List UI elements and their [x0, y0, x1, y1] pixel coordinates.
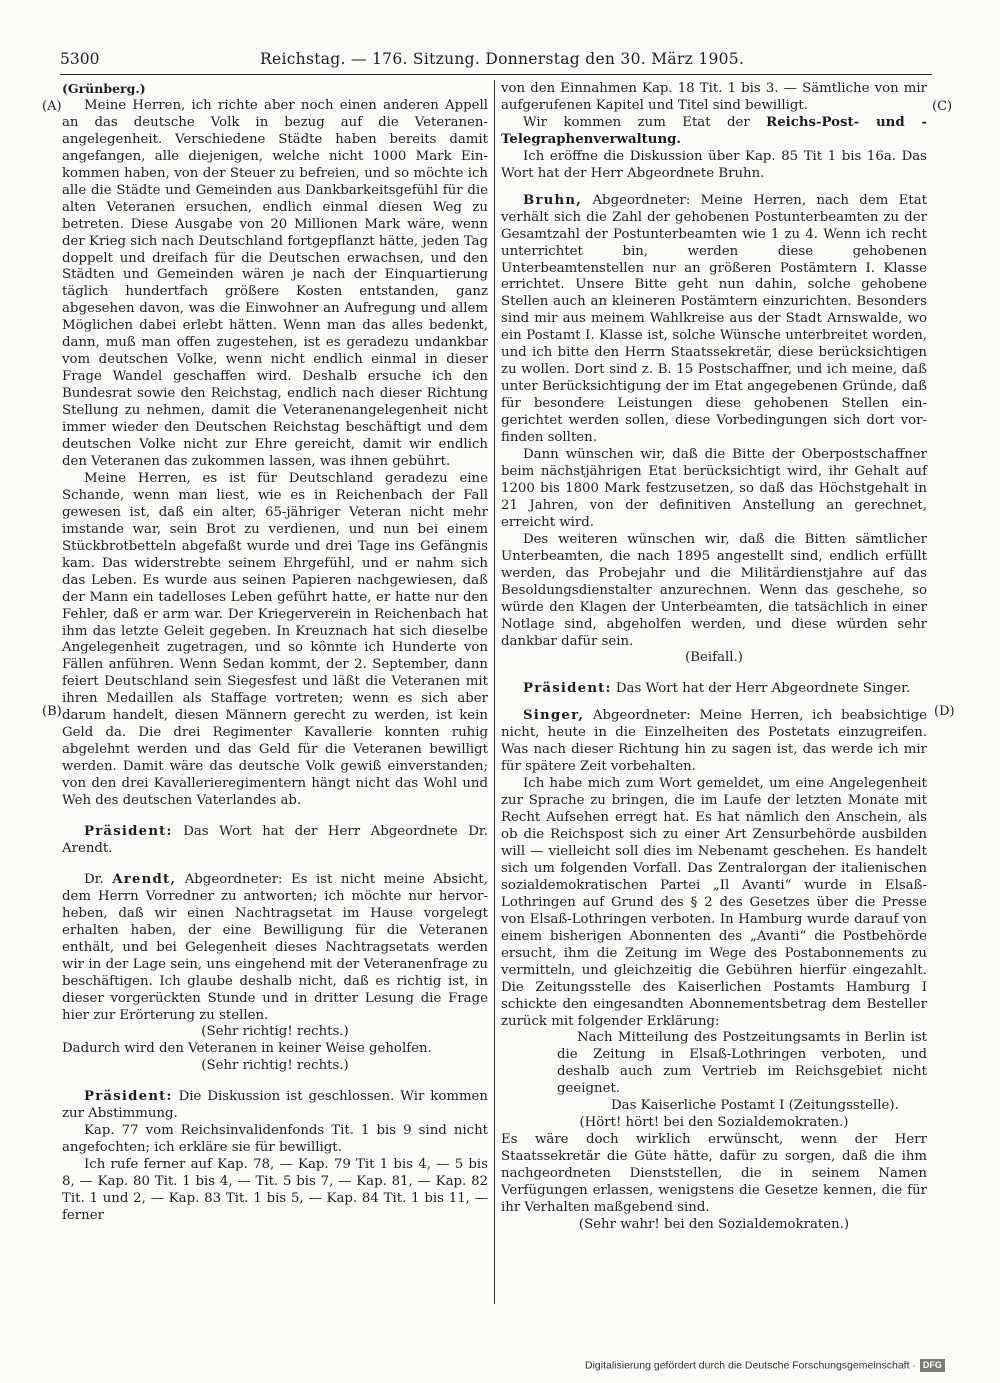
credit-text: Digitalisierung gefördert durch die Deutsche Forschungsgemeinschaft · — [585, 1359, 916, 1372]
right-column — [501, 81, 927, 1311]
quoted-notice: Nach Mitteilung des Postzeitungsamts in Berlin ist die Zeitung in Elsaß-Lothringen verboten, und deshalb auch zum Vertrieb im Reichsgebiet nicht geeignet. — [557, 1030, 927, 1097]
paragraph: Ich eröffne die Diskussion über Kap. 85 Tit 1 bis 16a. Das Wort hat der Herr Abgeordnete Bruhn. — [501, 148, 927, 181]
margin-marker-c: (C) — [932, 99, 953, 114]
paragraph: Des weiteren wünschen wir, daß die Bitten sämtlicher Unterbeamten, die nach 1895 angestellt sind, endlich erfüllt werden, das Probejahr und die Militärdienstjahre auf das Besoldungsdienstalter anzurechnen. Wenn das geschehe, so würde den Klagen der Unterbeamten, die tatsächlich in einer Notlage sind, abgeholfen werden, und diese würden sehr dankbar dafür sein. — [501, 531, 927, 649]
speaker-name: Arendt, — [112, 871, 177, 887]
margin-marker-a: (A) — [42, 99, 62, 114]
speaker-name: Präsident: — [84, 823, 173, 839]
paragraph: Wir kommen zum Etat der Reichs-Post- und -Telegraphenverwaltung. — [501, 114, 927, 147]
agency-title: Reichs-Post- und -Telegraphenverwaltung. — [501, 114, 927, 147]
reaction: (Beifall.) — [685, 650, 743, 666]
header-rule — [60, 74, 932, 75]
paragraph: Ich rufe ferner auf Kap. 78, — Kap. 79 Tit 1 bis 4, — 5 bis 8, — Kap. 80 Tit. 1 bis 4, — Tit. 5 bis 7, — Kap. 81, — Kap. 82 Tit. 1 und 2, — Kap. 83 Tit. 1 bis 5, — Kap. 84 Tit. 1 bis 11, — ferner — [62, 1157, 488, 1223]
speaker-paragraph: Bruhn, Abgeordneter: Meine Herren, nach dem Etat verhält sich die Zahl der gehobenen Postunterbeamten zu der Gesamtzahl der Postunterbeamten wie 1 zu 4. Wenn ich recht unterrichtet bin, werden diese gehobenen Unterbeamtenstellen nur an größeren Postämtern I. Klasse errichtet. Unsere Bitte geht nun dahin, solche gehobene Stellen auch an kleineren Postämtern einzurichten. Besonders sind mir aus meinem Wahlkreise aus der Stadt Arnswalde, wo ein Postamt I. Klasse ist, solche Wünsche unterbreitet worden, und ich bitte den Herrn Staatssekretär, diese berücksichtigen zu wollen. Dort sind z. B. 15 Postschaffner, und ich meine, daß unter Berücksichtigung der im Etat angegebenen Gründe, daß für besondere Leistungen diese gehobenen Stellen eingerichtet werden sollen, diese Vorbedingungen sich dort vorfinden sollten. — [501, 192, 927, 446]
speaker-tag: (Grünberg.) — [62, 81, 146, 96]
speaker-name: Präsident: — [84, 1089, 173, 1105]
paragraph: Meine Herren, ich richte aber noch einen anderen Appell an das deutsche Volk in bezug auf die Veteranenangelegenheit. Verschiedene Städte haben bereits damit angefangen, alle diejenigen, welche nicht 1000 Mark Einkommen haben, von der Steuer zu befreien, und so möchte ich alle die Städte und Gemeinden aus Dankbarkeitsgefühl für die alten Veteranen ersuchen, endlich einmal diesen Weg zu betreten. Diese Ausgabe von 20 Millionen Mark wäre, wenn der Krieg sich nach Deutschland fortgepflanzt hätte, jeden Tag doppelt und dreifach für die Deutschen erwachsen, und den Städten und Gemeinden wären je nach der Einquartierung täglich hundertfach größere Kosten entstanden, ganz abgesehen davon, was die Einwohner an Aufregung und allem Möglichen dabei erlebt hätten. Wenn man das alles bedenkt, dann, muß man offen zugestehen, ist es geradezu undankbar vom deutschen Volke, wenn nicht endlich einmal in dieser Frage Wandel geschaffen wird. Deshalb ersuche ich den Bundesrat sowie den Reichstag, endlich nach dieser Richtung Stellung zu nehmen, damit die Veteranenangelegenheit nicht immer wieder den Deutschen Reichstag beschäftigt und dem deutschen Volke nicht zur Ehre gereicht, damit wir endlich den Veteranen das zukommen lassen, was ihnen gebührt. — [62, 97, 488, 469]
speaker-paragraph: Präsident: Das Wort hat der Herr Abgeordnete Singer. — [523, 681, 911, 697]
speaker-paragraph: Präsident: Das Wort hat der Herr Abgeordnete Dr. Arendt. — [62, 823, 488, 856]
dfg-logo: DFG — [920, 1359, 945, 1372]
reaction: (Sehr richtig! rechts.) — [201, 1024, 349, 1040]
page-header — [60, 50, 932, 72]
speaker-name: Bruhn, — [523, 192, 583, 208]
running-title: Reichstag. — 176. Sitzung. Donnerstag den 30. März 1905. — [260, 50, 745, 68]
column-divider — [494, 80, 495, 1304]
margin-marker-b: (B) — [42, 704, 62, 719]
paragraph: Kap. 77 vom Reichsinvalidenfonds Tit. 1 bis 9 sind nicht angefochten; ich erkläre sie für bewilligt. — [62, 1123, 488, 1156]
paragraph: Ich habe mich zum Wort gemeldet, um eine Angelegenheit zur Sprache zu bringen, die im Laufe der letzten Monate mit Recht Aufsehen erregt hat. Es hat nämlich den Anschein, als ob die Reichspost sich zu einer Art Zensurbehörde ausbilden will — vielleicht soll dies im Nebenamt geschehen. Es handelt sich um folgenden Vorfall. Das Zentralorgan der italienischen sozialdemokratischen Partei „Il Avanti“ wurde in Elsaß-Lothringen auf Grund des § 2 des Gesetzes über die Presse von Elsaß-Lothringen verboten. In Hamburg wurde darauf von einem bisherigen Abonnenten des „Avanti“ die Postbehörde ersucht, ihm die Zeitung im Wege des Postabonnements zu vermitteln, und gleichzeitig die Gebühren hierfür eingezahlt. Die Zeitungsstelle des Kaiserlichen Postamts Hamburg I schickte den eingesandten Abonnementsbetrag dem Besteller zurück mit folgender Erklärung: — [501, 776, 927, 1029]
speaker-name: Präsident: — [523, 681, 612, 697]
speaker-paragraph: Dr. Arendt, Abgeordneter: Es ist nicht meine Absicht, dem Herrn Vorredner zu antworten; ich möchte nur hervorheben, daß wir einen Nachtragsetat im Hause vorgelegt erhalten haben, der eine Bewilligung für die Veteranen enthält, und bei Gelegenheit dieses Nachtragsetats werden wir in der Lage sein, uns eingehend mit der Veteranenfrage zu beschäftigen. Ich glaube deshalb nicht, daß es richtig ist, in dieser vorgerückten Stunde und in dritter Lesung die Frage hier zur Erörterung zu stellen. — [62, 871, 488, 1023]
speaker-paragraph: Singer, Abgeordneter: Meine Herren, ich beabsichtige nicht, heute in die Einzelheiten des Postetats einzugreifen. Was nach dieser Richtung hin zu sagen ist, das werde ich mir für spätere Zeit vorbehalten. — [501, 708, 927, 775]
speaker-paragraph: Präsident: Die Diskussion ist geschlossen. Wir kommen zur Abstimmung. — [62, 1089, 488, 1122]
paragraph: Dadurch wird den Veteranen in keiner Weise geholfen. — [62, 1041, 432, 1057]
paragraph: von den Einnahmen Kap. 18 Tit. 1 bis 3. — Sämtliche von mir aufgerufenen Kapitel und Titel sind bewilligt. — [501, 81, 927, 113]
reaction: (Sehr richtig! rechts.) — [201, 1058, 349, 1074]
paragraph: Es wäre doch wirklich erwünscht, wenn der Herr Staatssekretär die Güte hätte, dafür zu sorgen, daß die ihm nachgeordneten Dienststellen, die in seinem Namen Verfügungen erlassen, wenigstens die Gesetze kennen, die für ihr Verhalten maßgebend sind. — [501, 1132, 927, 1215]
digitization-credit — [585, 1359, 975, 1375]
speaker-name: Singer, — [523, 708, 585, 724]
page-number: 5300 — [60, 50, 100, 68]
quoted-signature: Das Kaiserliche Postamt I (Zeitungsstelle). — [611, 1098, 899, 1114]
left-column — [62, 81, 488, 1311]
paragraph: Meine Herren, es ist für Deutschland geradezu eine Schande, wenn man liest, wie es in Reichenbach der Fall gewesen ist, daß ein alter, 65-jähriger Veteran nicht mehr imstande war, sein Brot zu verdienen, und nun bei einem Stückbrotbetteln abgefaßt wurde und drei Tage ins Gefängnis kam. Das widerstrebte seinem Ehrgefühl, und er nahm sich das Leben. Es wurde aus seinen Papieren nachgewiesen, daß der Mann ein tadelloses Leben geführt hatte, er hatte nur den Fehler, daß er arm war. Der Kriegerverein in Reichenbach hat ihm das letzte Geleit gegeben. In Kreuznach hat sich dieselbe Angelegenheit zugetragen, und so könnte ich Hunderte von Fällen anführen. Wenn Sedan kommt, der 2. September, dann feiert Deutschland sein Siegesfest und läßt die Veteranen mit ihren Medaillen als Staffage vortreten; wenn es sich aber darum handelt, diesen Männern gerecht zu werden, ist kein Geld da. Die drei Regimenter Kavallerie konnten ruhig abgelehnt werden und das Geld für die Veteranen bewilligt werden. Damit wäre das deutsche Volk gewiß einverstanden; von den drei Kavallerieregimentern hängt nicht das Wohl und Weh des deutschen Vaterlandes ab. — [62, 470, 488, 809]
margin-marker-d: (D) — [934, 704, 955, 719]
paragraph: Dann wünschen wir, daß die Bitte der Oberpostschaffner beim nächstjährigen Etat berücksichtigt wird, ihr Gehalt auf 1200 bis 1800 Mark festzusetzen, so daß das Höchstgehalt in 21 Jahren, von der definitiven Anstellung an gerechnet, erreicht wird. — [501, 447, 927, 530]
reaction: (Hört! hört! bei den Sozialdemokraten.) — [579, 1115, 849, 1131]
reaction: (Sehr wahr! bei den Sozialdemokraten.) — [578, 1216, 850, 1232]
